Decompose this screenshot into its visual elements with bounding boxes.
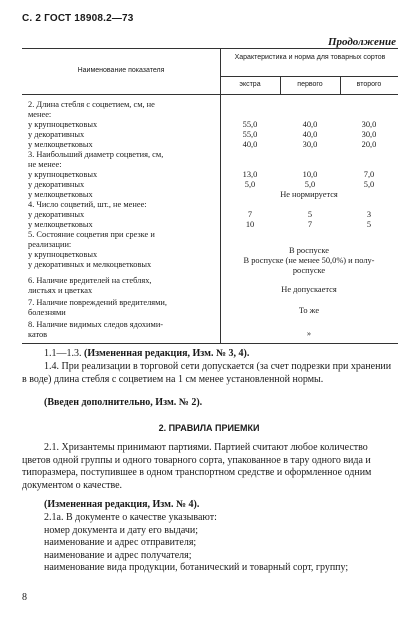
col-header-group: Характеристика и норма для товарных сортов: [234, 54, 386, 61]
cell-extra: 5,0: [244, 180, 256, 189]
cell-bud-state-2a: В роспуске (не менее 50,0%) и полу-: [243, 256, 375, 265]
cell-extra: 7: [247, 210, 253, 219]
table-row-label: не менее:: [28, 160, 62, 169]
table-row-label: менее:: [28, 110, 52, 119]
cell-second: 5,0: [363, 180, 375, 189]
table-row-label: у декоративных: [28, 180, 85, 189]
cell-extra: 55,0: [242, 130, 258, 139]
continuation-label: Продолжение: [327, 36, 396, 48]
amendment-1-3: [22, 348, 398, 361]
clause-2-1-text: 2.1. Хризантемы принимают партиями. Партией считают любое количество цветов одной группы и одного товарного сорта, упакованное в тару одного вида и типоразмера, поступившее в одном транспортном средстве и оформленное одним документом о качестве.: [22, 442, 372, 491]
cell-second: 30,0: [361, 120, 377, 129]
cell-first: 5: [307, 210, 313, 219]
cell-first: 7: [307, 220, 313, 229]
table-row-label: у декоративных и мелкоцветковых: [28, 260, 152, 269]
col-header-extra: экстра: [239, 81, 261, 88]
clause-2-1a-text: 2.1а. В документе о качестве указывают:: [44, 512, 217, 523]
cell-first: 40,0: [302, 130, 318, 139]
cell-first: 30,0: [302, 140, 318, 149]
amendment-4: [22, 499, 398, 512]
table-row-label: 5. Состояние соцветия при срезке и: [28, 230, 155, 239]
table-row-label: 8. Наличие видимых следов ядохими-: [28, 320, 164, 329]
clause-2-1: [22, 442, 398, 492]
cell-bud-state-1: В роспуске: [289, 246, 329, 255]
cell-extra: 55,0: [242, 120, 258, 129]
cell-row6-value: Не допускается: [281, 285, 337, 294]
page-header: С. 2 ГОСТ 18908.2—73: [22, 13, 134, 24]
table-top-border: [22, 48, 398, 49]
table-row-label: у декоративных: [28, 130, 85, 139]
amendment-2: [22, 397, 398, 410]
table-row-label: листьях и цветках: [28, 286, 93, 295]
cell-bud-state-2b: роспуске: [292, 266, 326, 275]
table-row-label: у мелкоцветковых: [28, 190, 93, 199]
cell-first: 10,0: [302, 170, 318, 179]
list-item: наименование и адрес получателя;: [44, 549, 192, 561]
page-number: 8: [22, 592, 27, 603]
cell-first: 40,0: [302, 120, 318, 129]
table-row-label: катов: [28, 330, 48, 339]
table-row-label: 4. Число соцветий, шт., не менее:: [28, 200, 147, 209]
table-row-label: у крупноцветковых: [28, 250, 98, 259]
table-row-label: у мелкоцветковых: [28, 220, 93, 229]
table-row-label: болезнями: [28, 308, 66, 317]
cell-extra: 40,0: [242, 140, 258, 149]
table-row-label: у крупноцветковых: [28, 120, 98, 129]
table-row-label: 7. Наличие повреждений вредителями,: [28, 298, 167, 307]
cell-row7-value: То же: [298, 306, 320, 315]
group-divider: [220, 76, 398, 77]
col-header-first: первого: [297, 81, 323, 88]
cell-second: 7,0: [363, 170, 375, 179]
quality-table: [22, 48, 398, 344]
cell-row8-value: »: [306, 329, 312, 338]
cell-not-normed: Не нормируется: [280, 190, 338, 199]
cell-second: 20,0: [361, 140, 377, 149]
col-header-name: Наименование показателя: [77, 67, 165, 74]
header-bottom-border: [22, 94, 398, 95]
cell-second: 3: [366, 210, 372, 219]
clause-2-1a: [22, 512, 398, 575]
list-item: номер документа и дату его выдачи;: [44, 524, 199, 536]
col-header-second: второго: [356, 81, 382, 88]
table-row-label: 6. Наличие вредителей на стеблях,: [28, 276, 152, 285]
table-row-label: реализации:: [28, 240, 72, 249]
clause-1-4: [22, 361, 398, 386]
amendment-4-text: (Измененная редакция, Изм. № 4).: [44, 499, 200, 510]
cell-second: 5: [366, 220, 372, 229]
table-row-label: у крупноцветковых: [28, 170, 98, 179]
list-item: наименование и адрес отправителя;: [44, 537, 197, 548]
cell-extra: 13,0: [242, 170, 258, 179]
clause-ref: 1.1—1.3.: [44, 348, 82, 359]
table-row-label: у декоративных: [28, 210, 85, 219]
amendment-2-text: (Введен дополнительно, Изм. № 2).: [44, 397, 203, 408]
table-row-label: у мелкоцветковых: [28, 140, 93, 149]
table-row-label: 3. Наибольший диаметр соцветия, см,: [28, 150, 164, 159]
list-item: наименование вида продукции, ботанический и товарный сорт, группу;: [44, 562, 349, 573]
table-row-label: 2. Длина стебля с соцветием, см, не: [28, 100, 155, 109]
cell-second: 30,0: [361, 130, 377, 139]
section-title: 2. ПРАВИЛА ПРИЕМКИ: [158, 423, 260, 433]
cell-extra: 10: [245, 220, 255, 229]
table-bottom-border: [22, 343, 398, 344]
clause-1-4-text: 1.4. При реализации в торговой сети допускается (за счет подрезки при хранении в воде) длина стебля с соцветием на 1 см менее установленной нормы.: [22, 361, 392, 385]
cell-first: 5,0: [304, 180, 316, 189]
amendment-note: (Измененная редакция, Изм. № 3, 4).: [84, 348, 250, 359]
